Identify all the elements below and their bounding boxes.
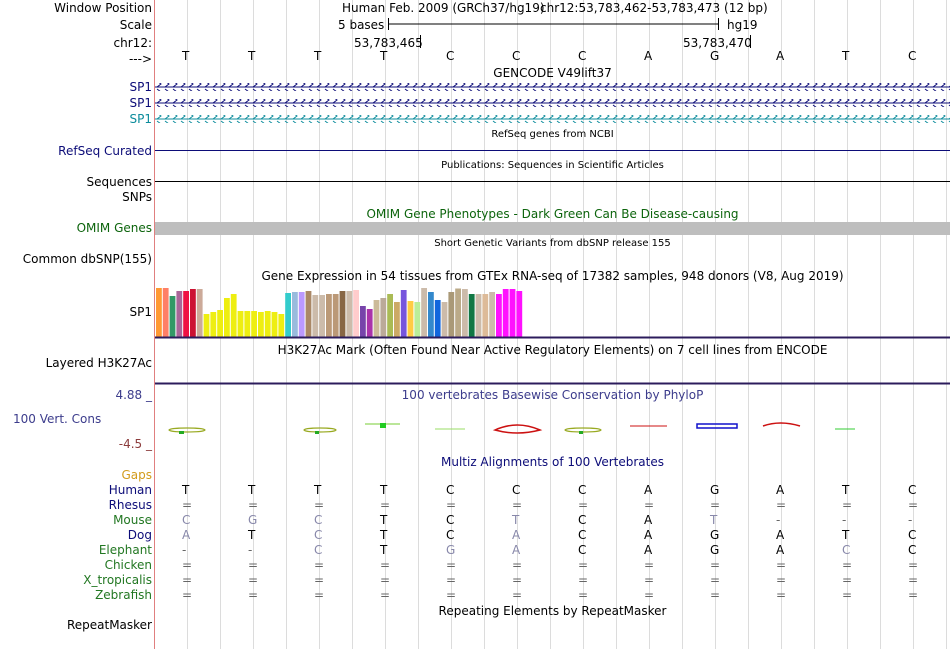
gtex-bar[interactable]: [217, 310, 223, 337]
multiz-cell: =: [512, 573, 523, 587]
multiz-cell: A: [644, 483, 653, 497]
multiz-cell: =: [446, 558, 457, 572]
rhesus-label[interactable]: Rhesus: [108, 498, 152, 512]
multiz-cell: =: [644, 558, 655, 572]
phylop-max-label[interactable]: 4.88 _: [115, 388, 152, 402]
base-letter: T: [182, 49, 190, 63]
multiz-cell: A: [182, 528, 191, 542]
multiz-cell: =: [248, 588, 259, 602]
track-labels: [0, 0, 154, 649]
scale-label[interactable]: Scale: [119, 18, 152, 32]
gtex-bar[interactable]: [340, 291, 346, 337]
gtex-bar[interactable]: [448, 292, 454, 337]
gtex-bar[interactable]: [421, 288, 427, 337]
multiz-cell: C: [578, 543, 587, 557]
base-letter: T: [842, 49, 850, 63]
snps-label[interactable]: SNPs: [122, 190, 152, 204]
chr-label[interactable]: chr12:: [113, 36, 152, 50]
multiz-cell: C: [446, 483, 455, 497]
gtex-bar[interactable]: [265, 311, 271, 337]
multiz-cell: =: [380, 588, 391, 602]
multiz-cell: C: [314, 513, 323, 527]
sp1-label-3[interactable]: SP1: [129, 112, 152, 126]
gtex-bar[interactable]: [516, 291, 522, 337]
gtex-bar[interactable]: [299, 292, 305, 337]
gtex-bar[interactable]: [238, 311, 244, 337]
multiz-cell: =: [182, 558, 193, 572]
gtex-bar[interactable]: [278, 314, 284, 337]
refseq-curated-label[interactable]: RefSeq Curated: [58, 144, 152, 158]
base-letter: G: [710, 49, 720, 63]
phylop-signal: [169, 423, 855, 434]
multiz-cell: C: [908, 543, 917, 557]
multiz-cell: =: [182, 573, 193, 587]
multiz-cell: C: [578, 483, 587, 497]
multiz-cell: -: [842, 513, 847, 527]
gaps-label[interactable]: Gaps: [121, 468, 152, 482]
multiz-cell: T: [380, 483, 388, 497]
gtex-bar[interactable]: [510, 289, 516, 337]
gtex-bar[interactable]: [408, 301, 414, 337]
multiz-cell: =: [182, 588, 193, 602]
multiz-cell: C: [182, 513, 191, 527]
gencode-sp1-transcript-1[interactable]: [155, 83, 950, 91]
base-letter: C: [446, 49, 455, 63]
gtex-bar[interactable]: [476, 294, 482, 337]
multiz-cell: A: [512, 528, 521, 542]
multiz-cell: =: [842, 498, 853, 512]
gtex-bar[interactable]: [394, 302, 400, 337]
gtex-bar[interactable]: [360, 306, 366, 337]
gtex-bar[interactable]: [224, 298, 230, 337]
multiz-cell: G: [446, 543, 456, 557]
multiz-cell: =: [578, 558, 589, 572]
multiz-cell: G: [710, 543, 720, 557]
multiz-cell: =: [710, 558, 721, 572]
gtex-bar[interactable]: [251, 311, 257, 337]
gtex-bar[interactable]: [183, 291, 189, 337]
human-label[interactable]: Human: [108, 483, 152, 497]
multiz-cell: =: [182, 498, 193, 512]
multiz-cell: =: [776, 573, 787, 587]
base-letter: T: [380, 49, 388, 63]
mouse-label[interactable]: Mouse: [113, 513, 152, 527]
multiz-cell: A: [512, 543, 521, 557]
multiz-cell: =: [248, 573, 259, 587]
gtex-bar[interactable]: [503, 289, 509, 337]
multiz-cell: =: [314, 558, 325, 572]
base-letter: C: [578, 49, 587, 63]
zebrafish-label[interactable]: Zebrafish: [95, 588, 152, 602]
multiz-cell: G: [710, 528, 720, 542]
multiz-cell: =: [512, 498, 523, 512]
vert-cons-label[interactable]: 100 Vert. Cons: [13, 412, 102, 426]
gtex-bar[interactable]: [353, 290, 359, 337]
h3k27ac-label[interactable]: Layered H3K27Ac: [45, 356, 152, 370]
multiz-cell: -: [182, 543, 187, 557]
multiz-cell: C: [512, 483, 521, 497]
multiz-cell: T: [380, 528, 388, 542]
multiz-cell: =: [908, 588, 919, 602]
track-graphics[interactable]: [155, 0, 950, 649]
gtex-bars[interactable]: [156, 288, 522, 337]
multiz-cell: =: [380, 573, 391, 587]
multiz-cell: A: [644, 513, 653, 527]
multiz-cell: T: [248, 483, 256, 497]
gtex-bar[interactable]: [455, 289, 461, 338]
multiz-cell: =: [314, 498, 325, 512]
base-letter: T: [314, 49, 322, 63]
gtex-bar[interactable]: [414, 302, 420, 337]
multiz-cell: -: [248, 543, 253, 557]
multiz-cell: =: [578, 588, 589, 602]
multiz-cell: =: [842, 558, 853, 572]
multiz-cell: =: [644, 498, 655, 512]
multiz-cell: A: [776, 543, 785, 557]
base-letter: A: [644, 49, 653, 63]
multiz-cell: =: [776, 588, 787, 602]
publications-title[interactable]: Publications: Sequences in Scientific Articles: [441, 160, 664, 171]
gtex-bar[interactable]: [204, 314, 210, 337]
multiz-cell: =: [908, 573, 919, 587]
window-position-label[interactable]: Window Position: [54, 1, 152, 15]
common-dbsnp-label[interactable]: Common dbSNP(155): [22, 252, 152, 266]
multiz-title[interactable]: Multiz Alignments of 100 Vertebrates: [440, 455, 665, 469]
gtex-bar[interactable]: [258, 312, 264, 337]
gtex-bar[interactable]: [367, 309, 373, 337]
multiz-cell: =: [908, 498, 919, 512]
multiz-cell: C: [314, 543, 323, 557]
gtex-bar[interactable]: [428, 292, 434, 337]
multiz-cell: G: [248, 513, 258, 527]
track-area[interactable]: [155, 0, 950, 649]
gtex-bar[interactable]: [190, 289, 196, 337]
multiz-cell: =: [248, 498, 259, 512]
gtex-bar[interactable]: [272, 312, 278, 337]
gtex-bar[interactable]: [163, 288, 169, 337]
multiz-cell: =: [314, 588, 325, 602]
chicken-label[interactable]: Chicken: [104, 558, 152, 572]
gtex-bar[interactable]: [176, 291, 182, 337]
assembly-text: Human Feb. 2009 (GRCh37/hg19): [342, 1, 545, 15]
phylop-title[interactable]: 100 vertebrates Basewise Conservation by PhyloP: [401, 388, 704, 402]
gtex-bar[interactable]: [231, 294, 237, 337]
multiz-cell: =: [512, 588, 523, 602]
multiz-cell: C: [908, 483, 917, 497]
multiz-cell: =: [380, 558, 391, 572]
scale-text: 5 bases: [338, 18, 385, 32]
x-tropicalis-label[interactable]: X_tropicalis: [83, 573, 152, 587]
multiz-cell: C: [578, 528, 587, 542]
gtex-bar[interactable]: [306, 291, 312, 337]
multiz-cell: -: [776, 513, 781, 527]
multiz-cell: =: [842, 588, 853, 602]
gtex-bar[interactable]: [244, 311, 250, 337]
multiz-cell: A: [776, 528, 785, 542]
scale-db: hg19: [727, 18, 758, 32]
multiz-cell: =: [710, 573, 721, 587]
gtex-bar[interactable]: [333, 294, 339, 337]
gtex-bar[interactable]: [312, 295, 318, 337]
multiz-cell: =: [644, 573, 655, 587]
gtex-bar[interactable]: [285, 293, 291, 337]
gtex-bar[interactable]: [210, 312, 216, 337]
phylop-min-label[interactable]: -4.5 _: [118, 437, 152, 451]
multiz-cell: A: [644, 528, 653, 542]
multiz-cell: C: [842, 543, 851, 557]
multiz-cell: =: [248, 558, 259, 572]
multiz-cell: =: [578, 498, 589, 512]
base-letter: C: [512, 49, 521, 63]
base-letter: T: [248, 49, 256, 63]
repeatmasker-label[interactable]: RepeatMasker: [66, 618, 152, 632]
position-text: chr12:53,783,462-53,783,473 (12 bp): [540, 1, 768, 15]
gtex-bar[interactable]: [401, 290, 407, 337]
multiz-cell: C: [446, 528, 455, 542]
gtex-bar[interactable]: [469, 294, 475, 337]
base-letter: C: [908, 49, 917, 63]
multiz-cell: =: [512, 558, 523, 572]
dog-label[interactable]: Dog: [127, 528, 152, 542]
gtex-bar[interactable]: [170, 296, 176, 337]
multiz-cell: T: [314, 483, 322, 497]
gtex-bar[interactable]: [326, 294, 332, 337]
multiz-cell: T: [842, 528, 850, 542]
gtex-bar[interactable]: [292, 292, 298, 337]
gtex-bar[interactable]: [197, 289, 203, 337]
omim-genes-label[interactable]: OMIM Genes: [76, 221, 152, 235]
multiz-cell: C: [578, 513, 587, 527]
gtex-bar[interactable]: [482, 294, 488, 337]
coord-right: 53,783,470: [683, 36, 752, 50]
gtex-bar[interactable]: [374, 300, 380, 337]
gtex-bar[interactable]: [319, 295, 325, 337]
gtex-bar[interactable]: [156, 288, 162, 337]
gtex-bar[interactable]: [387, 294, 393, 337]
base-letter: A: [776, 49, 785, 63]
multiz-cell: G: [710, 483, 720, 497]
sp1-label-2[interactable]: SP1: [129, 96, 152, 110]
omim-title[interactable]: OMIM Gene Phenotypes - Dark Green Can Be Disease-causing: [366, 207, 739, 221]
dbsnp-title[interactable]: Short Genetic Variants from dbSNP release 155: [434, 238, 671, 249]
multiz-cell: =: [776, 498, 787, 512]
gtex-bar[interactable]: [496, 294, 502, 337]
multiz-cell: T: [710, 513, 718, 527]
multiz-cell: =: [710, 588, 721, 602]
gtex-bar[interactable]: [435, 300, 441, 337]
coord-left: 53,783,465: [354, 36, 423, 50]
refseq-title[interactable]: RefSeq genes from NCBI: [491, 129, 614, 140]
repeatmasker-title[interactable]: Repeating Elements by RepeatMasker: [438, 604, 667, 618]
sp1-label-1[interactable]: SP1: [129, 80, 152, 94]
gtex-sp1-label[interactable]: SP1: [129, 305, 152, 319]
multiz-cell: =: [446, 573, 457, 587]
multiz-cell: T: [842, 483, 850, 497]
gtex-title[interactable]: Gene Expression in 54 tissues from GTEx RNA-seq of 17382 samples, 948 donors (V8, Aug 2019): [261, 269, 844, 283]
multiz-cell: A: [776, 483, 785, 497]
multiz-cell: =: [314, 573, 325, 587]
multiz-cell: A: [644, 543, 653, 557]
multiz-cell: T: [512, 513, 520, 527]
multiz-cell: =: [776, 558, 787, 572]
multiz-cell: C: [314, 528, 323, 542]
omim-bar[interactable]: [155, 222, 950, 235]
gencode-title[interactable]: GENCODE V49lift37: [493, 66, 612, 80]
gencode-sp1-transcript-3[interactable]: [155, 115, 950, 123]
multiz-cell: C: [908, 528, 917, 542]
sequences-label[interactable]: Sequences: [86, 175, 152, 189]
gtex-bar[interactable]: [462, 289, 468, 337]
multiz-cell: T: [248, 528, 256, 542]
gtex-bar[interactable]: [442, 302, 448, 337]
multiz-cell: =: [578, 573, 589, 587]
multiz-cell: =: [380, 498, 391, 512]
multiz-cell: C: [446, 513, 455, 527]
elephant-label[interactable]: Elephant: [98, 543, 152, 557]
strand-label[interactable]: --->: [128, 52, 152, 66]
gtex-bar[interactable]: [346, 291, 352, 337]
multiz-cell: =: [644, 588, 655, 602]
multiz-cell: =: [908, 558, 919, 572]
multiz-cell: =: [710, 498, 721, 512]
h3k27ac-title[interactable]: H3K27Ac Mark (Often Found Near Active Regulatory Elements) on 7 cell lines from ENCODE: [277, 343, 828, 357]
multiz-cell: =: [842, 573, 853, 587]
gencode-sp1-transcript-2[interactable]: [155, 99, 950, 107]
multiz-cell: T: [380, 543, 388, 557]
gtex-bar[interactable]: [380, 298, 386, 337]
multiz-cell: =: [446, 498, 457, 512]
multiz-cell: T: [380, 513, 388, 527]
multiz-cell: -: [908, 513, 913, 527]
multiz-cell: T: [182, 483, 190, 497]
gtex-bar[interactable]: [489, 292, 495, 337]
multiz-cell: =: [446, 588, 457, 602]
